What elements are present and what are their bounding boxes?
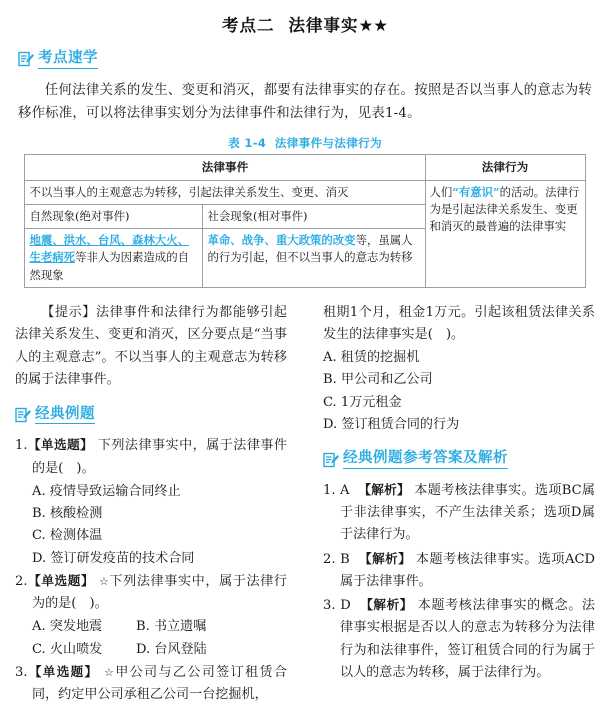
social-examples-highlight: 革命、战争、重大政策的改变	[207, 233, 356, 248]
answer-3-number: 3.	[323, 598, 336, 614]
page-title-label: 考点二	[221, 16, 275, 35]
question-2-option-d[interactable]: D. 台风登陆	[136, 641, 207, 657]
section-heading-quick-study-label: 考点速学	[38, 50, 98, 69]
question-1-option-c[interactable]: C. 检测体温	[32, 528, 103, 544]
question-3-number: 3.	[15, 664, 28, 680]
question-1-option-d[interactable]: D. 签订研发疫苗的技术合同	[32, 550, 195, 566]
question-3-text-part1: 甲公司与乙公司签订租赁合同，约定甲公司承租乙公司一台挖掘机，	[32, 664, 287, 703]
table-cell-natural-label: 自然现象(绝对事件)	[25, 205, 203, 229]
table-row	[25, 181, 585, 205]
table-cell-event-definition: 不以当事人的主观意志为转移，引起法律关系发生、变更、消灭	[25, 181, 425, 205]
question-1-stem	[15, 434, 287, 480]
tip-marker: 【提示】	[41, 304, 96, 320]
question-1-number: 1.	[15, 438, 28, 454]
table-caption-number: 表 1-4	[228, 135, 267, 150]
question-2-option-a[interactable]: A. 突发地震	[32, 619, 103, 635]
answer-2-letter: B	[340, 551, 350, 567]
intro-paragraph: 任何法律关系的发生、变更和消灭，都要有法律事实的存在。按照是否以当事人的意志为转移作标准，可以将法律事实划分为法律事件和法律行为，见表1-4。	[18, 82, 592, 121]
answer-2-number: 2.	[323, 551, 336, 567]
question-2-option-row	[15, 639, 287, 661]
answer-1-tag: 【解析】	[358, 481, 410, 497]
question-2-option-row	[15, 616, 287, 638]
page-title	[0, 12, 610, 36]
left-column	[15, 302, 287, 707]
note-pencil-icon	[15, 407, 31, 423]
question-1-option-b[interactable]: B. 核酸检测	[32, 506, 103, 522]
answer-2	[323, 548, 595, 594]
question-3-stem	[15, 661, 287, 707]
behavior-text-post: 的活动。	[499, 185, 546, 200]
answer-1	[323, 479, 595, 547]
question-2-number: 2.	[15, 573, 28, 589]
answer-2-tag: 【解析】	[359, 550, 412, 566]
answer-3-letter: D	[340, 598, 351, 614]
answer-1-letter: A	[339, 482, 350, 498]
table-caption	[0, 135, 610, 151]
answer-3-text: 本题考核法律事实的概念。法律事实根据是否以人的意志为转移分为法律行为和法律事件，签订租赁合同的行为属于以人的意志为转移，属于法律行为。	[340, 598, 595, 680]
social-examples-rest: 等，虽属人的行为引起，但不以当事人的意志为转移	[207, 233, 413, 265]
table-header-behavior: 法律行为	[425, 154, 585, 180]
star-marker-icon: ☆	[103, 665, 116, 679]
tip-paragraph	[15, 302, 287, 392]
question-2-option-c[interactable]: C. 火山喷发	[32, 641, 103, 657]
question-3-option-b[interactable]: B. 甲公司和乙公司	[323, 372, 433, 388]
question-1-type: 【单选题】	[27, 437, 94, 453]
section-heading-answers	[323, 450, 508, 469]
question-3-option-a[interactable]: A. 租赁的挖掘机	[323, 350, 420, 366]
question-1-text: 下列法律事实中，属于法律事件的是( )。	[32, 438, 288, 476]
right-column	[323, 302, 595, 685]
table-header-event: 法律事件	[25, 154, 425, 180]
question-3-option-c[interactable]: C. 1万元租金	[323, 394, 402, 410]
legal-fact-table	[24, 154, 585, 288]
note-pencil-icon	[18, 51, 34, 67]
question-2-text: 下列法律事实中，属于法律行为的是( )。	[32, 573, 287, 612]
question-3-type: 【单选题】	[27, 663, 99, 679]
question-3-text-part2: 租期1个月，租金1万元。引起该租赁法律关系发生的法律事实是( )。	[323, 304, 595, 342]
question-3-option-d[interactable]: D. 签订租赁合同的行为	[323, 416, 460, 432]
natural-examples-rest: 等非人为因素造成的自然现象	[29, 250, 189, 282]
answer-3	[323, 594, 595, 684]
table-cell-social-label: 社会现象(相对事件)	[203, 205, 425, 229]
note-pencil-icon	[323, 452, 339, 468]
table-cell-behavior-definition	[425, 181, 585, 288]
question-1-option-a[interactable]: A. 疫情导致运输合同终止	[32, 483, 181, 499]
question-2-option-b[interactable]: B. 书立遗嘱	[136, 619, 207, 635]
answer-1-text: 本题考核法律事实。选项BC属于非法律事实，不产生法律关系；选项D属于法律行为。	[340, 482, 595, 543]
table-caption-title: 法律事件与法律行为	[274, 135, 382, 150]
section-heading-quick-study	[18, 50, 98, 69]
table-cell-social-examples	[203, 229, 425, 287]
table-cell-natural-examples	[25, 229, 203, 287]
question-2-type: 【单选题】	[27, 572, 95, 588]
answer-1-number: 1.	[323, 482, 336, 498]
section-heading-classic-examples	[15, 406, 95, 425]
textbook-page	[0, 12, 610, 703]
star-marker-icon: ☆	[98, 574, 110, 588]
page-title-name: 法律事实	[288, 16, 359, 35]
behavior-text-highlight: “有意识”	[452, 185, 500, 200]
natural-examples-highlight: 地震、洪水、台风、森林大火、生老病死	[29, 233, 189, 265]
answer-3-tag: 【解析】	[360, 597, 413, 613]
table-header-row	[25, 154, 585, 180]
page-title-stars: ★★	[358, 16, 389, 35]
tip-text: 法律事件和法律行为都能够引起法律关系发生、变更和消灭，区分要点是“当事人的主观意志”。不以当事人的主观意志为转移的属于法律事件。	[15, 304, 288, 388]
behavior-text-line2: 法律行为是引起法律关系发生、变更和消灭的最普遍的法律事实	[429, 185, 580, 234]
behavior-text-pre: 人们	[429, 185, 453, 200]
question-2-stem	[15, 570, 287, 616]
section-heading-answers-label: 经典例题参考答案及解析	[343, 450, 508, 469]
answer-2-text: 本题考核法律事实。选项ACD属于法律事件。	[340, 551, 596, 589]
section-heading-classic-examples-label: 经典例题	[35, 406, 95, 425]
